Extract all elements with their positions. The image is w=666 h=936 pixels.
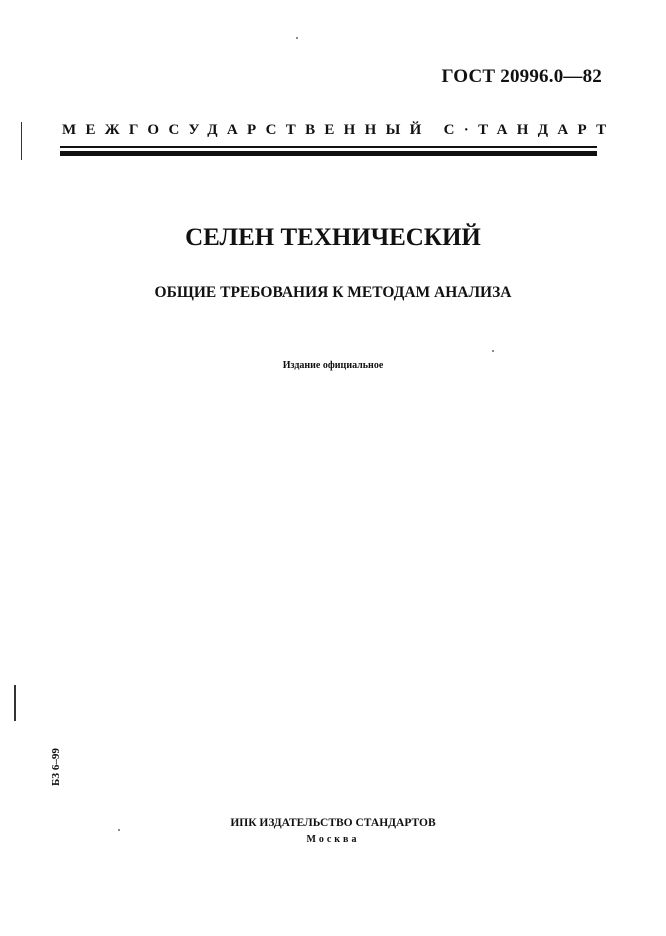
header-rule-thick [60, 151, 597, 156]
document-code: ГОСТ 20996.0—82 [441, 66, 602, 87]
publisher: ИПК ИЗДАТЕЛЬСТВО СТАНДАРТОВ [230, 817, 436, 829]
scan-speck [296, 37, 298, 39]
publication-city: Москва [306, 834, 360, 845]
standard-header: МЕЖГОСУДАРСТВЕННЫЙ С·ТАНДАРТ [62, 122, 616, 138]
edition-note: Издание официальное [282, 360, 384, 371]
scan-speck [118, 829, 120, 831]
scan-mark [14, 685, 16, 721]
document-subtitle: ОБЩИЕ ТРЕБОВАНИЯ К МЕТОДАМ АНАЛИЗА [154, 284, 512, 301]
header-rule-thin [60, 146, 597, 148]
scan-mark [21, 122, 22, 160]
side-code: БЗ 6–99 [50, 748, 62, 786]
document-title: СЕЛЕН ТЕХНИЧЕСКИЙ [185, 224, 481, 251]
scan-speck [492, 350, 494, 352]
